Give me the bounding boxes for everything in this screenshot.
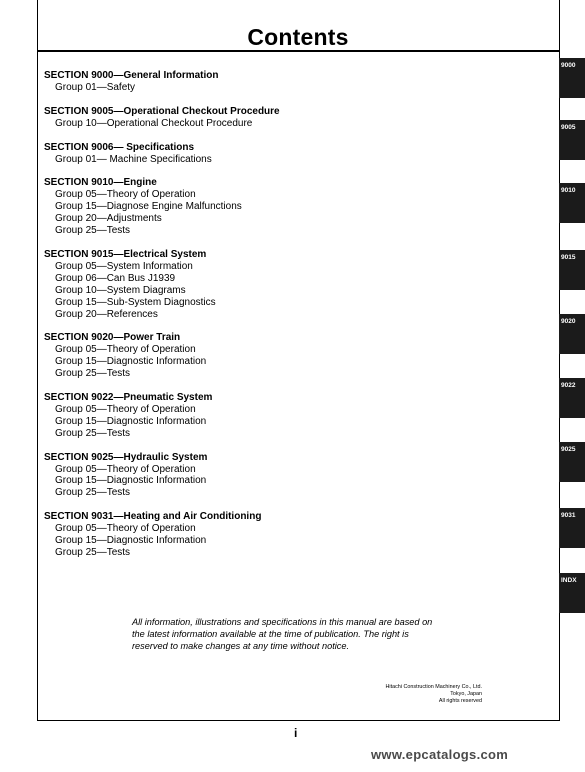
publisher-line: Hitachi Construction Machinery Co., Ltd. [385, 684, 482, 690]
section-tab[interactable]: 9020 [559, 314, 585, 354]
notice-line: the latest information available at the time of publication. The right is [132, 629, 409, 640]
page-title: Contents [247, 24, 349, 50]
section-tab[interactable]: 9000 [559, 58, 585, 98]
toc-section [44, 70, 544, 94]
toc-section [44, 392, 544, 440]
toc-section [44, 142, 544, 166]
toc-group-entry[interactable]: Group 05—Theory of Operation [55, 523, 196, 535]
toc-group-entry[interactable]: Group 10—System Diagrams [55, 284, 186, 296]
toc-group-entry[interactable]: Group 05—Theory of Operation [55, 344, 196, 356]
section-heading[interactable]: SECTION 9031—Heating and Air Conditioning [44, 511, 262, 523]
section-heading[interactable]: SECTION 9010—Engine [44, 177, 157, 189]
toc-group-entry[interactable]: Group 25—Tests [55, 487, 131, 499]
toc-group-entry[interactable]: Group 20—Adjustments [55, 213, 162, 225]
toc-group-entry[interactable]: Group 01— Machine Specifications [55, 153, 212, 165]
section-heading[interactable]: SECTION 9025—Hydraulic System [44, 451, 208, 463]
section-tab[interactable]: 9031 [559, 508, 585, 548]
toc-section [44, 452, 544, 500]
toc-group-entry[interactable]: Group 06—Can Bus J1939 [55, 272, 176, 284]
toc-group-entry[interactable]: Group 10—Operational Checkout Procedure [55, 117, 253, 129]
publisher-info [342, 684, 482, 704]
toc-group-entry[interactable]: Group 25—Tests [55, 427, 131, 439]
notice-line: All information, illustrations and specifications in this manual are based on [132, 617, 433, 627]
toc-group-entry[interactable]: Group 15—Diagnostic Information [55, 415, 207, 427]
toc-group-entry[interactable]: Group 15—Diagnostic Information [55, 475, 207, 487]
section-heading[interactable]: SECTION 9006— Specifications [44, 141, 195, 153]
watermark-text: www.epcatalogs.com [371, 747, 509, 762]
section-heading[interactable]: SECTION 9000—General Information [44, 70, 219, 81]
toc-section [44, 177, 544, 237]
toc-group-entry[interactable]: Group 20—References [55, 308, 158, 320]
section-tab[interactable]: 9025 [559, 442, 585, 482]
section-heading[interactable]: SECTION 9015—Electrical System [44, 248, 207, 260]
notice-line: reserved to make changes at any time without notice. [132, 641, 350, 652]
publisher-line: All rights reserved [438, 697, 482, 704]
toc-group-entry[interactable]: Group 15—Sub-System Diagnostics [55, 296, 216, 308]
section-tab-strip [559, 0, 585, 772]
toc-section [44, 249, 544, 320]
section-heading[interactable]: SECTION 9020—Power Train [44, 332, 181, 344]
section-heading[interactable]: SECTION 9022—Pneumatic System [44, 392, 213, 404]
publisher-line: Tokyo, Japan [450, 690, 482, 697]
toc-section [44, 106, 544, 130]
toc-group-entry[interactable]: Group 05—Theory of Operation [55, 463, 196, 475]
toc-group-entry[interactable]: Group 15—Diagnostic Information [55, 535, 207, 547]
toc-group-entry[interactable]: Group 05—System Information [55, 260, 193, 272]
toc-section [44, 511, 544, 559]
toc-group-entry[interactable]: Group 25—Tests [55, 368, 131, 380]
title-divider [37, 50, 559, 52]
section-tab[interactable]: 9015 [559, 250, 585, 290]
section-tab[interactable]: 9022 [559, 378, 585, 418]
table-of-contents [44, 70, 544, 571]
section-heading[interactable]: SECTION 9005—Operational Checkout Procedure [44, 105, 280, 117]
toc-group-entry[interactable]: Group 25—Tests [55, 225, 131, 237]
toc-group-entry[interactable]: Group 15—Diagnose Engine Malfunctions [55, 201, 242, 213]
section-tab[interactable]: 9010 [559, 183, 585, 223]
publication-notice [132, 616, 492, 653]
toc-group-entry[interactable]: Group 15—Diagnostic Information [55, 356, 207, 368]
toc-group-entry[interactable]: Group 05—Theory of Operation [55, 403, 196, 415]
section-tab[interactable]: INDX [559, 573, 585, 613]
toc-group-entry[interactable]: Group 01—Safety [55, 81, 136, 93]
section-tab[interactable]: 9005 [559, 120, 585, 160]
page-number: i [294, 726, 298, 740]
toc-group-entry[interactable]: Group 25—Tests [55, 547, 131, 558]
toc-section [44, 332, 544, 380]
toc-group-entry[interactable]: Group 05—Theory of Operation [55, 189, 196, 201]
